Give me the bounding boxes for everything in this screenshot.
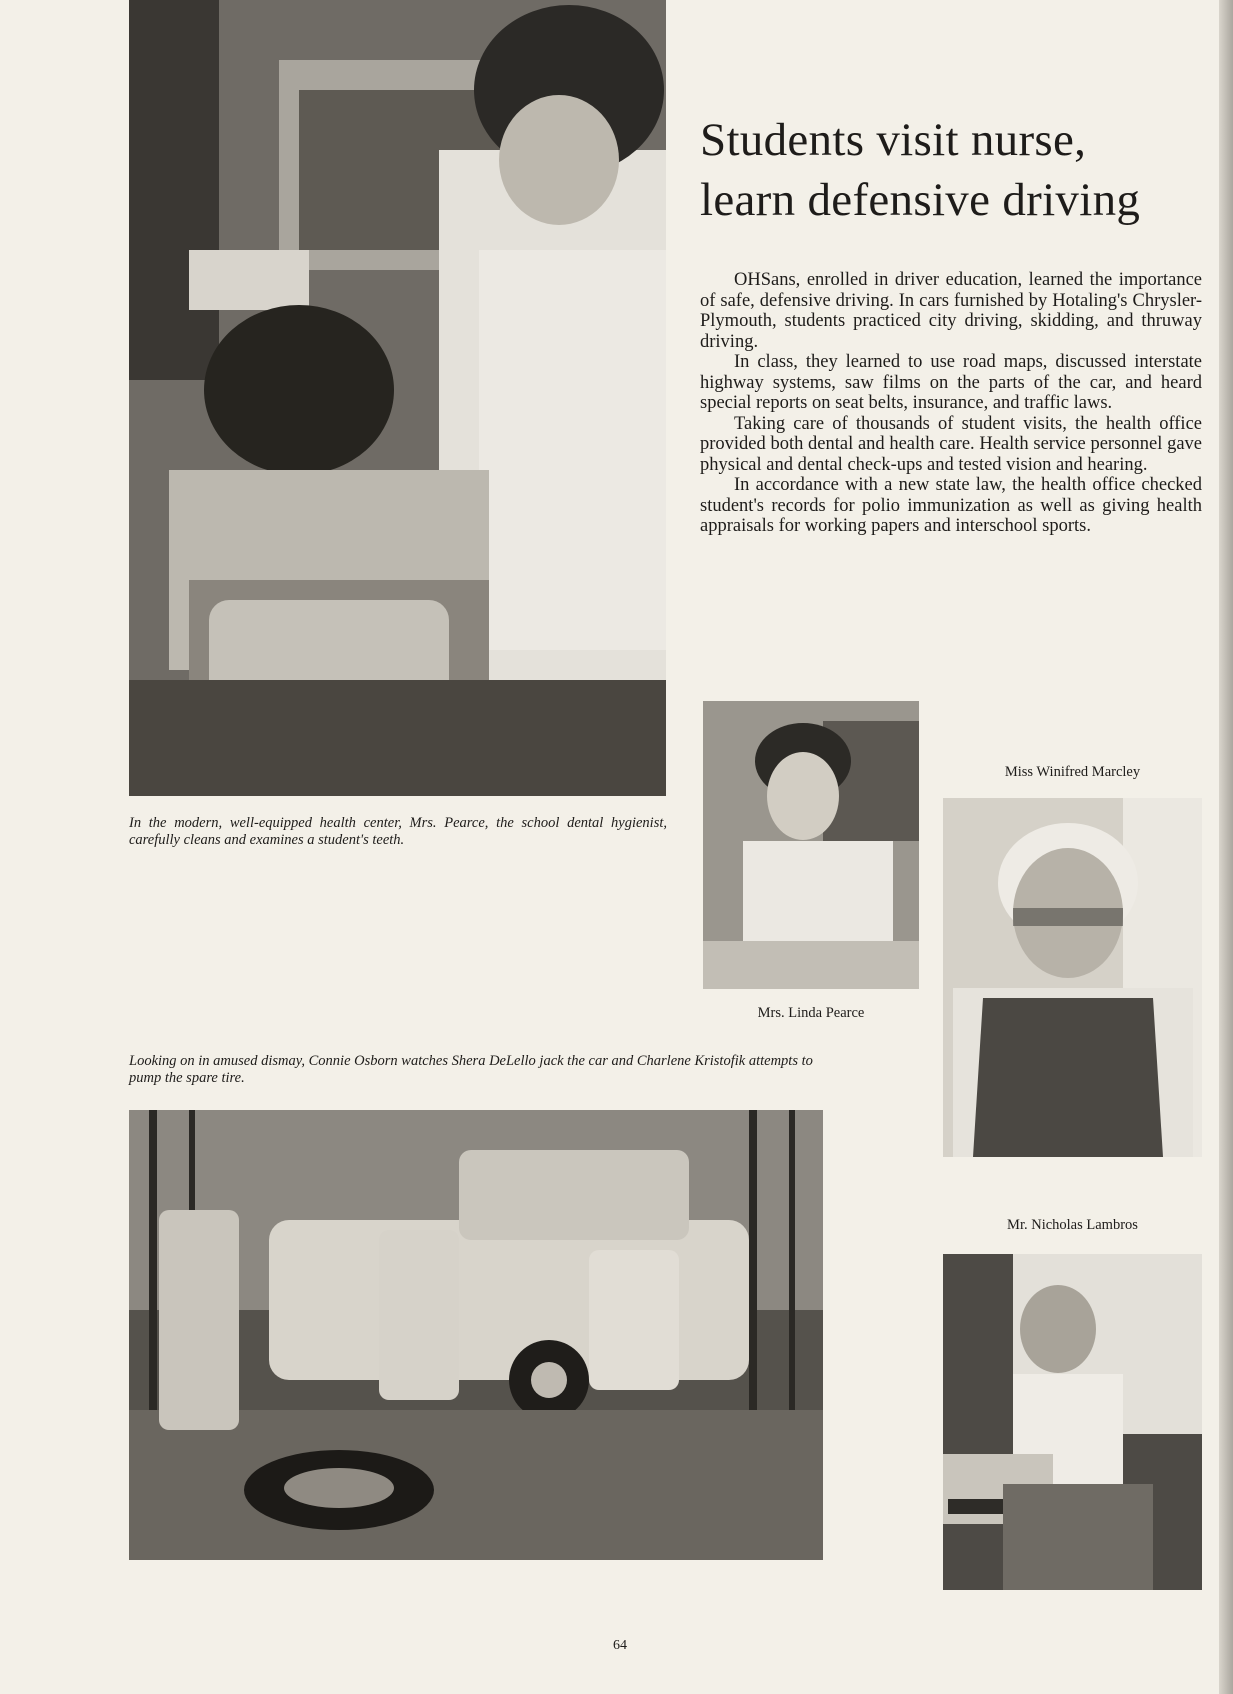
article-paragraph: OHSans, enrolled in driver education, learned the importance of safe, defensive driving. In cars furnished by Hotaling's Chrysler-Plymouth, students practiced city driving, skidding, and thruway driving. [700, 270, 1202, 352]
article-paragraph: Taking care of thousands of student visits, the health office provided both dental and health care. Health service personnel gave physical and dental check-ups and tested vision and hearing. [700, 413, 1202, 475]
pearce-portrait-photo [703, 701, 919, 989]
headline-line-2: learn defensive driving [700, 174, 1141, 226]
car-photo-caption: Looking on in amused dismay, Connie Osborn watches Shera DeLello jack the car and Charlene Kristofik attempts to pump the spare tire. [129, 1053, 813, 1086]
article-body [700, 270, 1202, 537]
dental-photo-caption: In the modern, well-equipped health center, Mrs. Pearce, the school dental hygienist, carefully cleans and examines a student's teeth. [129, 815, 667, 848]
dental-hygienist-photo [129, 0, 666, 796]
page-headline [700, 110, 1200, 230]
marcley-name-label: Miss Winifred Marcley [1004, 764, 1141, 780]
page-number: 64 [613, 1638, 627, 1653]
lambros-name-label: Mr. Nicholas Lambros [1007, 1217, 1138, 1233]
page-edge-shadow [1219, 0, 1233, 1694]
article-paragraph: In class, they learned to use road maps, discussed interstate highway systems, saw films on the parts of the car, and heard special reports on seat belts, insurance, and traffic laws. [700, 352, 1202, 413]
lambros-portrait-photo [943, 1254, 1202, 1590]
pearce-name-label: Mrs. Linda Pearce [757, 1005, 865, 1021]
article-paragraph: In accordance with a new state law, the health office checked student's records for polio immunization as well as giving health appraisals for working papers and interschool sports. [700, 475, 1202, 536]
spare-tire-photo [129, 1110, 823, 1560]
marcley-portrait-photo [943, 798, 1202, 1157]
headline-line-1: Students visit nurse, [700, 114, 1087, 166]
